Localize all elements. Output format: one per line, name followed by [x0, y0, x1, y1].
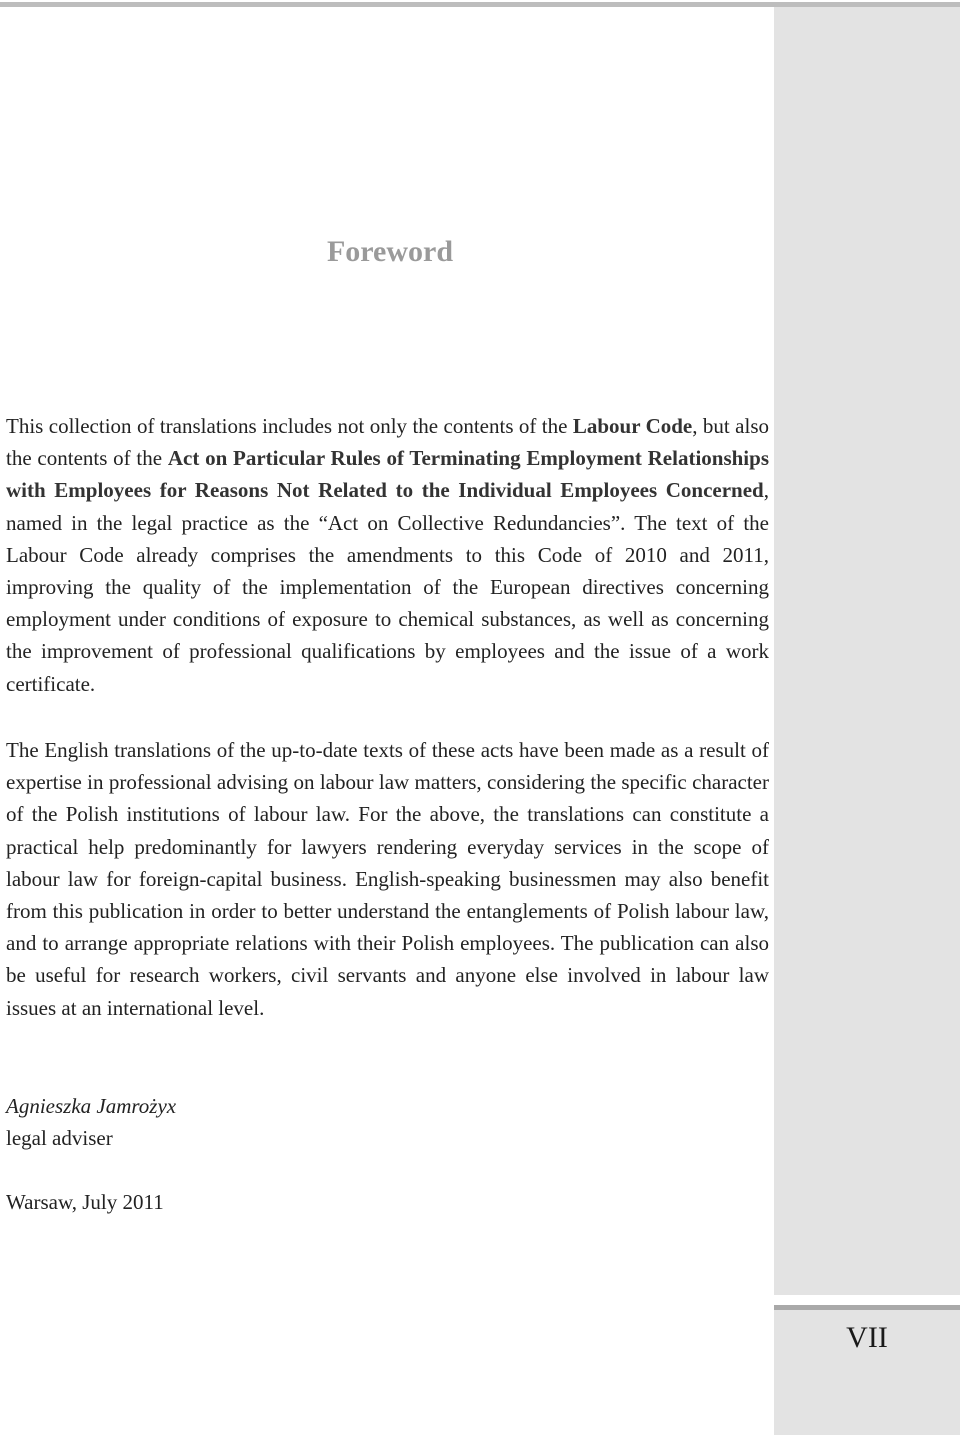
- page-title: Foreword: [326, 235, 454, 268]
- side-band: [774, 7, 960, 1435]
- signature-name: Agnieszka Jamrożyx: [6, 1094, 177, 1118]
- paragraph-1-text-3: , named in the legal practice as the “Act on Collective Redundancies”. The text of the Labour Code already comprises the amendments to this Code of 2010 and 2011, improving the quality of the implementation of the European directives concerning employment under conditions of exposure to chemical substances, as well as concerning the improvement of professional qualifications by employees and the issue of a work certificate.: [6, 478, 769, 696]
- page-number: VII: [846, 1321, 888, 1354]
- paragraph-1: [6, 410, 769, 700]
- side-band-rule: [774, 1305, 960, 1310]
- paragraph-1-text-1: This collection of translations includes not only the contents of the: [6, 414, 573, 438]
- labour-code-bold: Labour Code: [572, 414, 693, 438]
- side-band-gap: [774, 1295, 960, 1305]
- place-date: Warsaw, July 2011: [6, 1190, 164, 1214]
- act-title-bold: Act on Particular Rules of Terminating Employment Relationships with Employees for Reasons Not Related to the Individual Employees Concerned: [6, 446, 769, 503]
- paragraph-1-text-2: , but also the contents of the: [6, 414, 769, 471]
- paragraph-2: The English translations of the up-to-date texts of these acts have been made as a result of expertise in professional advising on labour law matters, considering the specific character of the Polish institutions of labour law. For the above, the translations can constitute a practical help predominantly for lawyers rendering everyday services in the scope of labour law for foreign-capital business. English-speaking businessmen may also benefit from this publication in order to better understand the entanglements of Polish labour law, and to arrange appropriate relations with their Polish employees. The publication can also be useful for research workers, civil servants and anyone else involved in labour law issues at an international level.: [6, 738, 769, 1020]
- signature-role: legal adviser: [6, 1126, 113, 1150]
